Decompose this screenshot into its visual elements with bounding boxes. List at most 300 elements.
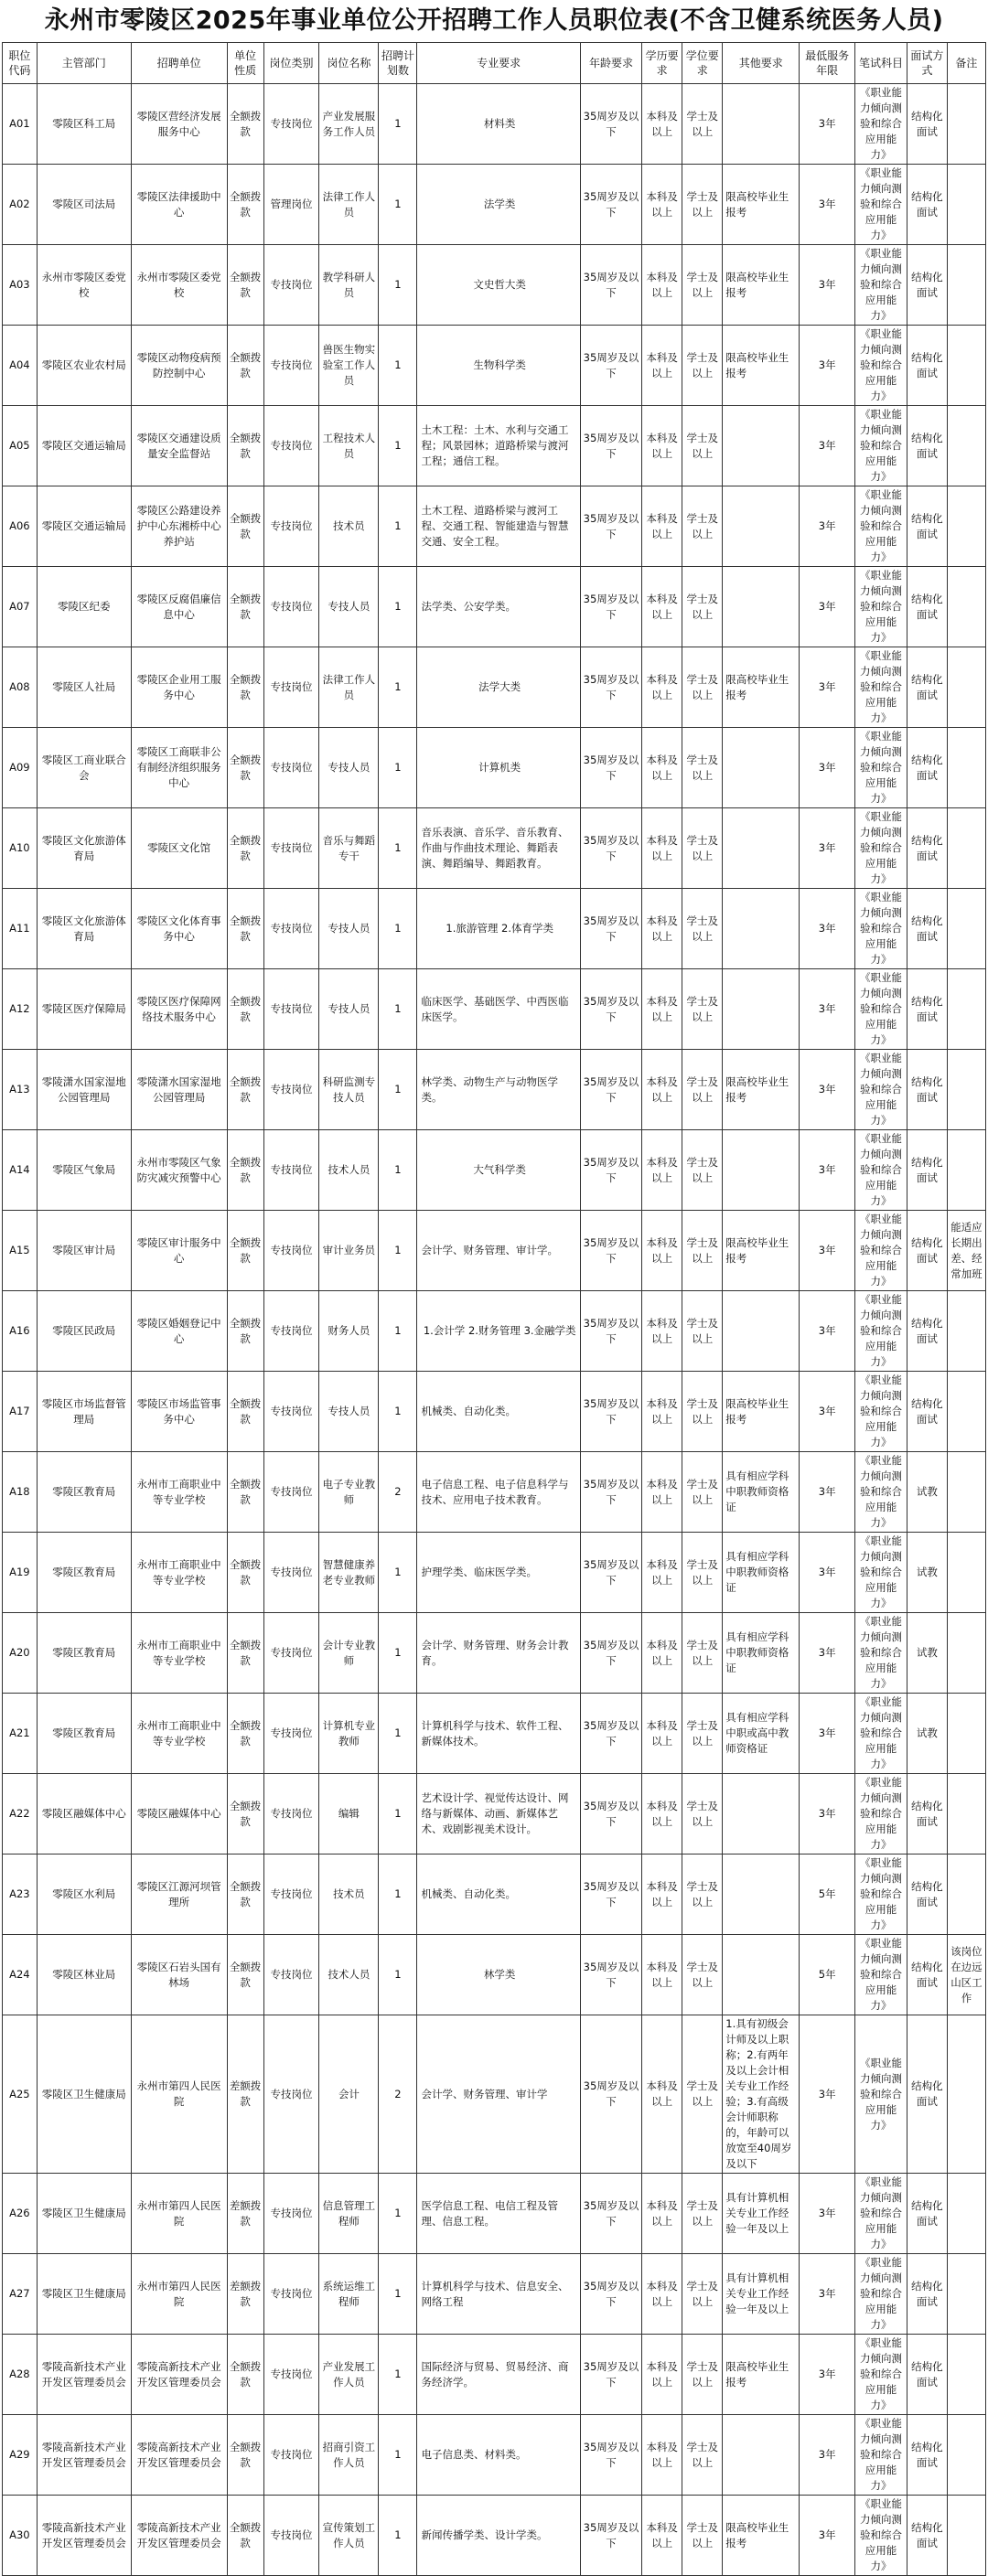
cell-age: 35周岁及以下 — [580, 2335, 641, 2415]
cell-interview: 结构化面试 — [907, 567, 947, 647]
cell-major: 土木工程、道路桥梁与渡河工程、交通工程、智能建造与智慧交通、安全工程。 — [417, 486, 580, 567]
cell-note — [947, 1130, 985, 1211]
cell-major: 生物科学类 — [417, 326, 580, 406]
cell-num: 1 — [379, 2254, 417, 2335]
cell-edu: 本科及以上 — [642, 1855, 682, 1935]
table-row — [3, 567, 986, 647]
cell-unit: 零陵区企业用工服务中心 — [131, 647, 227, 728]
cell-major: 法学类、公安学类。 — [417, 567, 580, 647]
cell-note — [947, 84, 985, 165]
cell-years: 3年 — [800, 84, 855, 165]
cell-edu: 本科及以上 — [642, 1533, 682, 1613]
table-body — [3, 84, 986, 2576]
cell-dept: 零陵区民政局 — [37, 1291, 131, 1372]
cell-major: 临床医学、基础医学、中西医临床医学。 — [417, 969, 580, 1050]
cell-degree: 学士及以上 — [682, 1452, 723, 1533]
cell-unit: 永州市工商职业中等专业学校 — [131, 1613, 227, 1694]
cell-age: 35周岁及以下 — [580, 165, 641, 245]
column-header-type: 岗位类别 — [263, 43, 319, 84]
cell-years: 3年 — [800, 1291, 855, 1372]
cell-major: 大气科学类 — [417, 1130, 580, 1211]
cell-nature: 全额拨款 — [227, 1291, 263, 1372]
cell-unit: 零陵区审计服务中心 — [131, 1211, 227, 1291]
cell-code: A26 — [3, 2174, 38, 2254]
cell-exam: 《职业能力倾向测验和综合应用能力》 — [855, 1613, 907, 1694]
cell-unit: 零陵区营经济发展服务中心 — [131, 84, 227, 165]
cell-num: 2 — [379, 2015, 417, 2174]
cell-num: 1 — [379, 1372, 417, 1452]
cell-dept: 零陵区教育局 — [37, 1613, 131, 1694]
cell-post: 智慧健康养老专业教师 — [319, 1533, 379, 1613]
cell-exam: 《职业能力倾向测验和综合应用能力》 — [855, 1694, 907, 1774]
cell-type: 专技岗位 — [263, 326, 319, 406]
cell-other: 限高校毕业生报考 — [723, 245, 800, 326]
cell-code: A28 — [3, 2335, 38, 2415]
cell-dept: 零陵高新技术产业开发区管理委员会 — [37, 2335, 131, 2415]
cell-type: 专技岗位 — [263, 1613, 319, 1694]
table-row — [3, 1935, 986, 2015]
cell-note — [947, 1372, 985, 1452]
cell-type: 专技岗位 — [263, 1855, 319, 1935]
cell-post: 教学科研人员 — [319, 245, 379, 326]
cell-major: 1.会计学 2.财务管理 3.金融学类 — [417, 1291, 580, 1372]
cell-post: 技术人员 — [319, 1130, 379, 1211]
cell-other — [723, 406, 800, 486]
cell-interview: 结构化面试 — [907, 1291, 947, 1372]
cell-num: 1 — [379, 1533, 417, 1613]
cell-dept: 零陵高新技术产业开发区管理委员会 — [37, 2415, 131, 2496]
cell-note — [947, 1613, 985, 1694]
table-row — [3, 808, 986, 889]
cell-years: 3年 — [800, 889, 855, 969]
cell-years: 3年 — [800, 165, 855, 245]
cell-note — [947, 406, 985, 486]
cell-edu: 本科及以上 — [642, 2254, 682, 2335]
cell-dept: 零陵区林业局 — [37, 1935, 131, 2015]
cell-degree: 学士及以上 — [682, 2415, 723, 2496]
table-row — [3, 647, 986, 728]
cell-unit: 零陵区文化体育事务中心 — [131, 889, 227, 969]
cell-note — [947, 486, 985, 567]
cell-dept: 零陵区司法局 — [37, 165, 131, 245]
table-row — [3, 1050, 986, 1130]
table-row — [3, 1372, 986, 1452]
cell-code: A22 — [3, 1774, 38, 1855]
cell-type: 专技岗位 — [263, 1694, 319, 1774]
cell-age: 35周岁及以下 — [580, 728, 641, 808]
cell-post: 法律工作人员 — [319, 165, 379, 245]
cell-dept: 零陵区文化旅游体育局 — [37, 808, 131, 889]
cell-degree: 学士及以上 — [682, 1211, 723, 1291]
cell-age: 35周岁及以下 — [580, 2415, 641, 2496]
cell-degree: 学士及以上 — [682, 2174, 723, 2254]
cell-nature: 全额拨款 — [227, 1211, 263, 1291]
cell-degree: 学士及以上 — [682, 1372, 723, 1452]
table-row — [3, 2174, 986, 2254]
cell-other: 限高校毕业生报考 — [723, 165, 800, 245]
cell-unit: 永州市工商职业中等专业学校 — [131, 1694, 227, 1774]
cell-major: 医学信息工程、电信工程及管理、信息工程。 — [417, 2174, 580, 2254]
cell-post: 财务人员 — [319, 1291, 379, 1372]
cell-nature: 差额拨款 — [227, 2254, 263, 2335]
cell-other — [723, 1291, 800, 1372]
column-header-interview: 面试方式 — [907, 43, 947, 84]
cell-post: 系统运维工程师 — [319, 2254, 379, 2335]
cell-degree: 学士及以上 — [682, 808, 723, 889]
cell-years: 3年 — [800, 2335, 855, 2415]
table-row — [3, 486, 986, 567]
cell-other: 限高校毕业生报考 — [723, 1372, 800, 1452]
cell-interview: 结构化面试 — [907, 1211, 947, 1291]
cell-years: 3年 — [800, 326, 855, 406]
cell-exam: 《职业能力倾向测验和综合应用能力》 — [855, 406, 907, 486]
cell-other: 1.具有初级会计师及以上职称；2.有两年及以上会计相关专业工作经验；3.有高级会计师职称的，年龄可以放宽至40周岁及以下 — [723, 2015, 800, 2174]
cell-major: 土木工程：土木、水利与交通工程；风景园林；道路桥梁与渡河工程；通信工程。 — [417, 406, 580, 486]
cell-exam: 《职业能力倾向测验和综合应用能力》 — [855, 1211, 907, 1291]
positions-table — [2, 42, 986, 2576]
cell-unit: 零陵潇水国家湿地公园管理局 — [131, 1050, 227, 1130]
cell-code: A14 — [3, 1130, 38, 1211]
cell-code: A24 — [3, 1935, 38, 2015]
cell-nature: 全额拨款 — [227, 889, 263, 969]
cell-note — [947, 245, 985, 326]
cell-exam: 《职业能力倾向测验和综合应用能力》 — [855, 2174, 907, 2254]
cell-type: 专技岗位 — [263, 647, 319, 728]
cell-exam: 《职业能力倾向测验和综合应用能力》 — [855, 2254, 907, 2335]
cell-nature: 全额拨款 — [227, 1533, 263, 1613]
cell-exam: 《职业能力倾向测验和综合应用能力》 — [855, 2415, 907, 2496]
cell-degree: 学士及以上 — [682, 1533, 723, 1613]
cell-post: 审计业务员 — [319, 1211, 379, 1291]
cell-dept: 零陵潇水国家湿地公园管理局 — [37, 1050, 131, 1130]
column-header-post: 岗位名称 — [319, 43, 379, 84]
cell-major: 音乐表演、音乐学、音乐教育、作曲与作曲技术理论、舞蹈表演、舞蹈编导、舞蹈教育。 — [417, 808, 580, 889]
cell-dept: 零陵区卫生健康局 — [37, 2254, 131, 2335]
cell-major: 会计学、财务管理、审计学 — [417, 2015, 580, 2174]
cell-degree: 学士及以上 — [682, 1935, 723, 2015]
cell-degree: 学士及以上 — [682, 406, 723, 486]
cell-unit: 永州市零陵区气象防灾减灾预警中心 — [131, 1130, 227, 1211]
cell-edu: 本科及以上 — [642, 1613, 682, 1694]
cell-num: 1 — [379, 1774, 417, 1855]
cell-age: 35周岁及以下 — [580, 2254, 641, 2335]
cell-major: 电子信息工程、电子信息科学与技术、应用电子技术教育。 — [417, 1452, 580, 1533]
cell-dept: 零陵区科工局 — [37, 84, 131, 165]
cell-years: 3年 — [800, 2174, 855, 2254]
cell-dept: 零陵区气象局 — [37, 1130, 131, 1211]
cell-note — [947, 2335, 985, 2415]
table-row — [3, 889, 986, 969]
table-row — [3, 1291, 986, 1372]
cell-code: A25 — [3, 2015, 38, 2174]
cell-interview: 结构化面试 — [907, 245, 947, 326]
cell-type: 专技岗位 — [263, 2335, 319, 2415]
column-header-nature: 单位性质 — [227, 43, 263, 84]
cell-type: 专技岗位 — [263, 245, 319, 326]
cell-num: 1 — [379, 567, 417, 647]
column-header-dept: 主管部门 — [37, 43, 131, 84]
cell-dept: 零陵区文化旅游体育局 — [37, 889, 131, 969]
cell-age: 35周岁及以下 — [580, 1211, 641, 1291]
cell-degree: 学士及以上 — [682, 1130, 723, 1211]
cell-post: 会计专业教师 — [319, 1613, 379, 1694]
cell-age: 35周岁及以下 — [580, 245, 641, 326]
cell-major: 法学大类 — [417, 647, 580, 728]
cell-code: A12 — [3, 969, 38, 1050]
cell-unit: 零陵高新技术产业开发区管理委员会 — [131, 2496, 227, 2576]
cell-post: 技术员 — [319, 486, 379, 567]
cell-edu: 本科及以上 — [642, 1130, 682, 1211]
cell-years: 3年 — [800, 1694, 855, 1774]
cell-other: 具有计算机相关专业工作经验一年及以上 — [723, 2174, 800, 2254]
cell-dept: 零陵区纪委 — [37, 567, 131, 647]
cell-age: 35周岁及以下 — [580, 1855, 641, 1935]
cell-dept: 零陵区教育局 — [37, 1452, 131, 1533]
cell-code: A15 — [3, 1211, 38, 1291]
cell-major: 1.旅游管理 2.体育学类 — [417, 889, 580, 969]
cell-years: 3年 — [800, 2496, 855, 2576]
cell-age: 35周岁及以下 — [580, 406, 641, 486]
cell-dept: 零陵区工商业联合会 — [37, 728, 131, 808]
cell-post: 产业发展服务工作人员 — [319, 84, 379, 165]
column-header-note: 备注 — [947, 43, 985, 84]
cell-age: 35周岁及以下 — [580, 2015, 641, 2174]
cell-exam: 《职业能力倾向测验和综合应用能力》 — [855, 647, 907, 728]
cell-exam: 《职业能力倾向测验和综合应用能力》 — [855, 808, 907, 889]
cell-major: 电子信息类、材料类。 — [417, 2415, 580, 2496]
cell-degree: 学士及以上 — [682, 728, 723, 808]
cell-note — [947, 2174, 985, 2254]
cell-exam: 《职业能力倾向测验和综合应用能力》 — [855, 1935, 907, 2015]
cell-major: 林学类、动物生产与动物医学类。 — [417, 1050, 580, 1130]
cell-edu: 本科及以上 — [642, 567, 682, 647]
cell-interview: 结构化面试 — [907, 1372, 947, 1452]
table-row — [3, 2496, 986, 2576]
cell-other — [723, 1855, 800, 1935]
cell-major: 计算机科学与技术、信息安全、网络工程 — [417, 2254, 580, 2335]
cell-num: 1 — [379, 1613, 417, 1694]
cell-num: 1 — [379, 647, 417, 728]
cell-nature: 全额拨款 — [227, 165, 263, 245]
column-header-other: 其他要求 — [723, 43, 800, 84]
cell-edu: 本科及以上 — [642, 2015, 682, 2174]
cell-code: A27 — [3, 2254, 38, 2335]
cell-age: 35周岁及以下 — [580, 326, 641, 406]
cell-dept: 零陵区水利局 — [37, 1855, 131, 1935]
cell-years: 3年 — [800, 2254, 855, 2335]
cell-age: 35周岁及以下 — [580, 1935, 641, 2015]
cell-age: 35周岁及以下 — [580, 1533, 641, 1613]
cell-type: 专技岗位 — [263, 1130, 319, 1211]
cell-exam: 《职业能力倾向测验和综合应用能力》 — [855, 1855, 907, 1935]
cell-other — [723, 969, 800, 1050]
cell-dept: 零陵区卫生健康局 — [37, 2015, 131, 2174]
cell-degree: 学士及以上 — [682, 245, 723, 326]
cell-unit: 零陵区医疗保障网络技术服务中心 — [131, 969, 227, 1050]
cell-nature: 全额拨款 — [227, 406, 263, 486]
cell-code: A29 — [3, 2415, 38, 2496]
cell-degree: 学士及以上 — [682, 647, 723, 728]
cell-years: 3年 — [800, 1452, 855, 1533]
cell-nature: 全额拨款 — [227, 1694, 263, 1774]
cell-note — [947, 889, 985, 969]
cell-other: 具有相应学科中职教师资格证 — [723, 1613, 800, 1694]
table-row — [3, 1855, 986, 1935]
cell-code: A05 — [3, 406, 38, 486]
cell-post: 产业发展工作人员 — [319, 2335, 379, 2415]
cell-post: 工程技术人员 — [319, 406, 379, 486]
cell-note: 能适应长期出差、经常加班 — [947, 1211, 985, 1291]
cell-note — [947, 1452, 985, 1533]
cell-edu: 本科及以上 — [642, 2415, 682, 2496]
cell-nature: 全额拨款 — [227, 2335, 263, 2415]
cell-interview: 结构化面试 — [907, 1935, 947, 2015]
cell-other — [723, 1935, 800, 2015]
cell-note — [947, 1855, 985, 1935]
cell-type: 专技岗位 — [263, 567, 319, 647]
cell-degree: 学士及以上 — [682, 1694, 723, 1774]
cell-unit: 零陵区婚姻登记中心 — [131, 1291, 227, 1372]
cell-years: 5年 — [800, 1855, 855, 1935]
cell-nature: 全额拨款 — [227, 84, 263, 165]
cell-exam: 《职业能力倾向测验和综合应用能力》 — [855, 889, 907, 969]
cell-age: 35周岁及以下 — [580, 486, 641, 567]
cell-edu: 本科及以上 — [642, 647, 682, 728]
cell-post: 兽医生物实验室工作人员 — [319, 326, 379, 406]
cell-num: 1 — [379, 1694, 417, 1774]
cell-other: 具有相应学科中职教师资格证 — [723, 1452, 800, 1533]
cell-unit: 永州市第四人民医院 — [131, 2174, 227, 2254]
cell-note — [947, 165, 985, 245]
table-row — [3, 1130, 986, 1211]
cell-other — [723, 2415, 800, 2496]
cell-age: 35周岁及以下 — [580, 1050, 641, 1130]
cell-age: 35周岁及以下 — [580, 84, 641, 165]
cell-interview: 结构化面试 — [907, 2015, 947, 2174]
cell-unit: 零陵高新技术产业开发区管理委员会 — [131, 2415, 227, 2496]
cell-num: 1 — [379, 808, 417, 889]
table-row — [3, 406, 986, 486]
table-row — [3, 1613, 986, 1694]
cell-years: 3年 — [800, 2015, 855, 2174]
cell-age: 35周岁及以下 — [580, 1452, 641, 1533]
cell-unit: 零陵区公路建设养护中心东湘桥中心养护站 — [131, 486, 227, 567]
cell-nature: 全额拨款 — [227, 1774, 263, 1855]
cell-nature: 全额拨款 — [227, 969, 263, 1050]
cell-unit: 永州市工商职业中等专业学校 — [131, 1452, 227, 1533]
cell-major: 林学类 — [417, 1935, 580, 2015]
cell-major: 材料类 — [417, 84, 580, 165]
cell-post: 音乐与舞蹈专干 — [319, 808, 379, 889]
column-header-num: 招聘计划数 — [379, 43, 417, 84]
cell-type: 专技岗位 — [263, 1211, 319, 1291]
cell-post: 电子专业教师 — [319, 1452, 379, 1533]
table-row — [3, 1452, 986, 1533]
cell-note — [947, 2015, 985, 2174]
cell-degree: 学士及以上 — [682, 1855, 723, 1935]
cell-type: 专技岗位 — [263, 1372, 319, 1452]
column-header-edu: 学历要求 — [642, 43, 682, 84]
table-row — [3, 84, 986, 165]
cell-code: A10 — [3, 808, 38, 889]
cell-num: 1 — [379, 1050, 417, 1130]
cell-nature: 全额拨款 — [227, 1613, 263, 1694]
cell-edu: 本科及以上 — [642, 1291, 682, 1372]
cell-other: 限高校毕业生报考 — [723, 1050, 800, 1130]
cell-edu: 本科及以上 — [642, 2174, 682, 2254]
cell-edu: 本科及以上 — [642, 2335, 682, 2415]
cell-note — [947, 1533, 985, 1613]
cell-code: A16 — [3, 1291, 38, 1372]
cell-unit: 零陵区江源河坝管理所 — [131, 1855, 227, 1935]
cell-dept: 永州市零陵区委党校 — [37, 245, 131, 326]
cell-other: 限高校毕业生报考 — [723, 326, 800, 406]
cell-major: 文史哲大类 — [417, 245, 580, 326]
cell-other — [723, 84, 800, 165]
cell-code: A08 — [3, 647, 38, 728]
cell-degree: 学士及以上 — [682, 567, 723, 647]
cell-nature: 全额拨款 — [227, 1130, 263, 1211]
cell-nature: 全额拨款 — [227, 1855, 263, 1935]
cell-type: 专技岗位 — [263, 2254, 319, 2335]
cell-major: 计算机科学与技术、软件工程、新媒体技术。 — [417, 1694, 580, 1774]
cell-degree: 学士及以上 — [682, 889, 723, 969]
cell-dept: 零陵区融媒体中心 — [37, 1774, 131, 1855]
cell-other — [723, 1130, 800, 1211]
cell-interview: 结构化面试 — [907, 486, 947, 567]
cell-num: 1 — [379, 2496, 417, 2576]
cell-nature: 全额拨款 — [227, 326, 263, 406]
cell-dept: 零陵区医疗保障局 — [37, 969, 131, 1050]
cell-years: 3年 — [800, 808, 855, 889]
cell-other: 限高校毕业生报考 — [723, 647, 800, 728]
cell-edu: 本科及以上 — [642, 889, 682, 969]
cell-nature: 全额拨款 — [227, 245, 263, 326]
cell-dept: 零陵区审计局 — [37, 1211, 131, 1291]
cell-years: 3年 — [800, 1372, 855, 1452]
table-row — [3, 2015, 986, 2174]
cell-type: 专技岗位 — [263, 2415, 319, 2496]
cell-post: 专技人员 — [319, 1372, 379, 1452]
cell-exam: 《职业能力倾向测验和综合应用能力》 — [855, 326, 907, 406]
cell-type: 专技岗位 — [263, 808, 319, 889]
cell-exam: 《职业能力倾向测验和综合应用能力》 — [855, 1291, 907, 1372]
cell-num: 1 — [379, 889, 417, 969]
cell-dept: 零陵区交通运输局 — [37, 406, 131, 486]
cell-nature: 全额拨款 — [227, 647, 263, 728]
cell-exam: 《职业能力倾向测验和综合应用能力》 — [855, 2496, 907, 2576]
cell-unit: 永州市零陵区委党校 — [131, 245, 227, 326]
cell-interview: 结构化面试 — [907, 2335, 947, 2415]
cell-post: 计算机专业教师 — [319, 1694, 379, 1774]
cell-nature: 全额拨款 — [227, 1050, 263, 1130]
cell-years: 3年 — [800, 647, 855, 728]
cell-years: 3年 — [800, 969, 855, 1050]
cell-note — [947, 1774, 985, 1855]
cell-degree: 学士及以上 — [682, 2335, 723, 2415]
cell-unit: 零陵区石岩头国有林场 — [131, 1935, 227, 2015]
cell-major: 机械类、自动化类。 — [417, 1372, 580, 1452]
column-header-exam: 笔试科目 — [855, 43, 907, 84]
cell-note — [947, 1694, 985, 1774]
cell-num: 1 — [379, 486, 417, 567]
table-row — [3, 1694, 986, 1774]
cell-dept: 零陵区人社局 — [37, 647, 131, 728]
cell-nature: 全额拨款 — [227, 486, 263, 567]
cell-post: 专技人员 — [319, 567, 379, 647]
table-row — [3, 1211, 986, 1291]
table-row — [3, 2415, 986, 2496]
